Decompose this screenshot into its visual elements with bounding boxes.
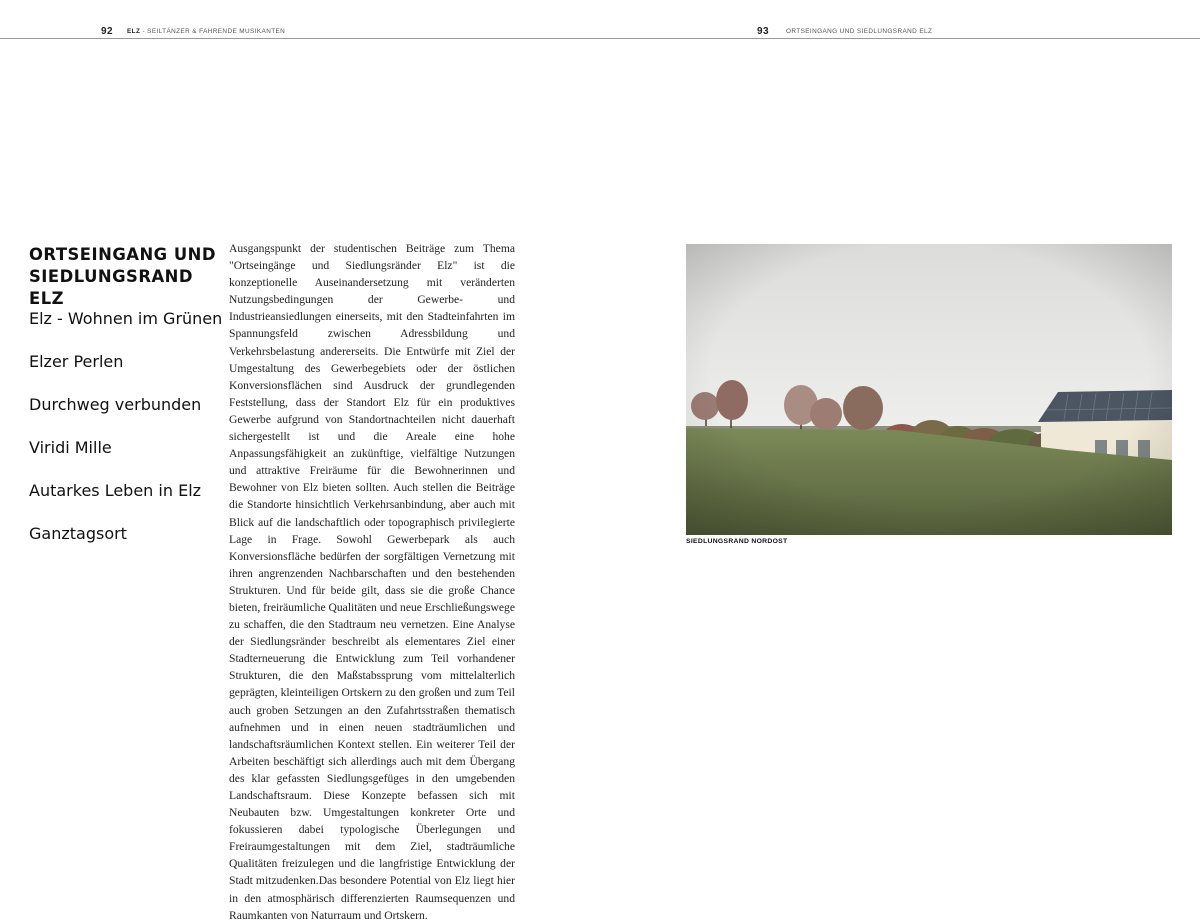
project-list-item: Autarkes Leben in Elz	[29, 481, 202, 500]
project-list	[29, 308, 229, 566]
project-list-item: Elz - Wohnen im Grünen	[29, 309, 223, 328]
project-list-item: Ganztagsort	[29, 524, 127, 543]
running-header-section: ELZ	[127, 28, 141, 35]
running-header-left	[127, 28, 285, 35]
project-list-item: Elzer Perlen	[29, 352, 124, 371]
page-number-right: 93	[757, 26, 770, 37]
project-list-item: Viridi Mille	[29, 438, 112, 457]
page-number-left: 92	[101, 26, 114, 37]
landscape-photo	[686, 244, 1172, 535]
page-headline: ORTSEINGANG UND SIEDLUNGSRAND ELZ	[29, 245, 216, 308]
project-list-item: Durchweg verbunden	[29, 395, 202, 414]
running-header-right: ORTSEINGANG UND SIEDLUNGSRAND ELZ	[786, 28, 933, 35]
photo-caption: SIEDLUNGSRAND NORDOST	[686, 538, 788, 545]
running-header-subtitle: - SEILTÄNZER & FAHRENDE MUSIKANTEN	[142, 28, 286, 35]
header-rule	[0, 38, 1200, 39]
body-text: Ausgangspunkt der studentischen Beiträge zum Thema "Ortseingänge und Siedlungsränder Elz" ist die konzeptionelle Auseinandersetzung mit veränderten Nutzungsbedingungen der Gewerbe- und Industrieansiedlungen einerseits, mit den Stadteinfahrten im Spannungsfeld zwischen Adressbildung und Verkehrsbelastung andererseits. Die Entwürfe mit Ziel der Umgestaltung des Gewerbegebiets oder der östlichen Konversionsflächen sind Ausdruck der grundlegenden Feststellung, dass der Standort Elz für ein produktives Gewerbe aufgrund von Standortnachteilen nicht dauerhaft sichergestellt ist und die Areale eine hohe Anpassungsfähigkeit an zukünftige, vielfältige Nutzungen und attraktive Freiräume für die Bewohnerinnen und Bewohner von Elz bieten sollten. Auch stellen die Beiträge die Standorte hinsichtlich Verkehrsanbindung, aber auch mit Blick auf die landschaftlich oder topographisch privilegierte Lage in Frage. Sowohl Gewerbepark als auch Konversionsfläche bedürfen der sorgfältigen Vernetzung mit ihren angrenzenden Nachbarschaften und den bestehenden Strukturen. Und für beide gilt, dass sie die große Chance bieten, freiräumliche Qualitäten und neue Erschließungswege zu schaffen, die den Stadtraum neu vernetzen. Eine Analyse der Siedlungsränder beschreibt als elementares Ziel einer Stadterneuerung die Entwicklung zum Teil vorhandener Strukturen, die den Maßstabssprung vom mittelalterlich geprägten, kleinteiligen Ortskern zu den großen und zum Teil auch groben Setzungen an den Zufahrtsstraßen thematisch aufnehmen und in einen neuen stadträumlichen und landschaftsräumlichen Kontext stellen. Ein weiterer Teil der Arbeiten beschäftigt sich allerdings auch mit dem Übergang des klar gefassten Siedlungsgefüges in den umgebenden Landschaftsraum. Diese Konzepte befassen sich mit Neubauten bzw. Umgestaltungen konkreter Orte und fokussieren dabei typologische Überlegungen und Freiraumgestaltungen mit dem Ziel, stadträumliche Qualitäten freizulegen und die langfristige Entwicklung der Stadt mitzudenken.Das besondere Potential von Elz liegt hier in den atmosphärisch differenzierten Raumsequenzen und Raumkanten von Naturraum und Ortskern.	[229, 242, 515, 922]
